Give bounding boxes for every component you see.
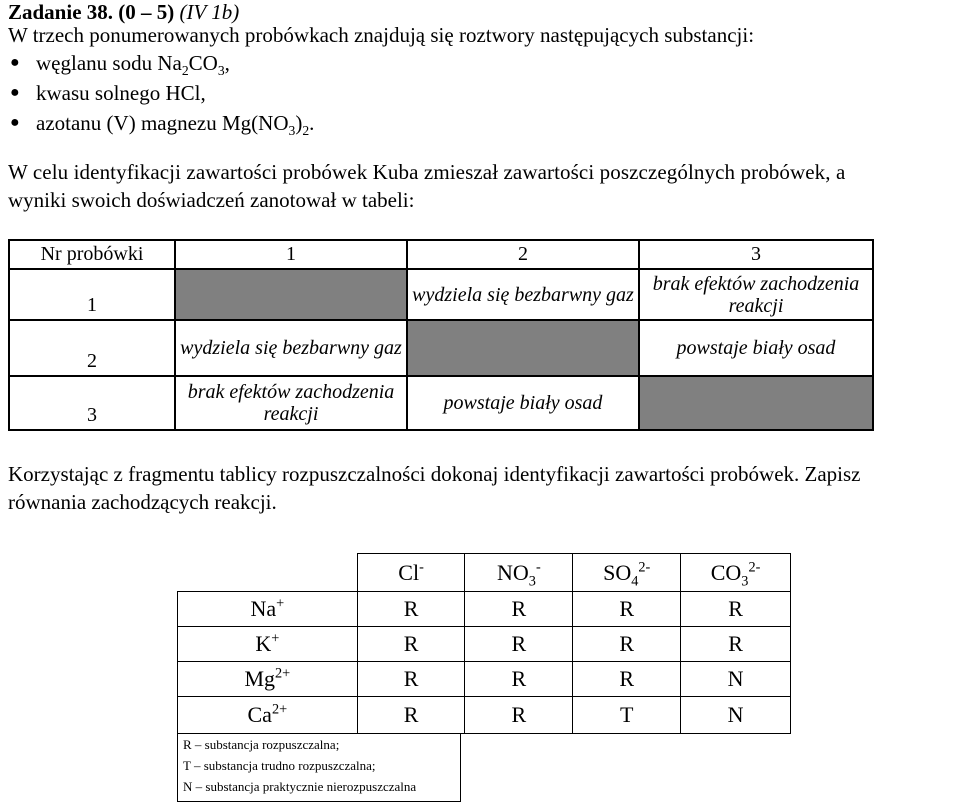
solubility-cell: R (357, 697, 465, 734)
solubility-cell: R (357, 627, 465, 662)
result-cell: wydziela się bezbarwny gaz (407, 269, 639, 320)
cation-header: Na+ (178, 592, 358, 627)
cation-header: K+ (178, 627, 358, 662)
experiment-table (8, 239, 874, 431)
solubility-cell: R (573, 662, 681, 697)
gray-cell (407, 320, 639, 376)
substance-item: ● azotanu (V) magnezu $Mg(NO_3)_2$. (10, 111, 315, 139)
task-title: Zadanie 38. (8, 0, 114, 24)
header-cell: 2 (407, 240, 639, 269)
paragraph-line: Korzystając z fragmentu tablicy rozpuszczalności dokonaj identyfikacji zawartości probówek. Zapisz (8, 462, 861, 486)
result-cell: powstaje biały osad (639, 320, 873, 376)
solubility-cell: R (681, 592, 791, 627)
solubility-table (177, 553, 791, 734)
bullet-icon: ● (10, 84, 20, 101)
anion-header: $NO_3^-$ (465, 554, 573, 592)
solubility-cell: R (465, 592, 573, 627)
row-label: 3 (9, 376, 175, 430)
legend-item: T – substancja trudno rozpuszczalna; (183, 758, 376, 773)
paragraph-line: W celu identyfikacji zawartości probówek Kuba zmieszał zawartości poszczególnych probówek, a (8, 160, 846, 184)
result-cell: powstaje biały osad (407, 376, 639, 430)
solubility-cell: R (573, 627, 681, 662)
cation-header: $Mg^{2+}$ (178, 662, 358, 697)
result-cell: brak efektów zachodzenia reakcji (639, 269, 873, 320)
legend-item: N – substancja praktycznie nierozpuszczalna (183, 779, 417, 794)
header-cell: 3 (639, 240, 873, 269)
result-cell: brak efektów zachodzenia reakcji (175, 376, 407, 430)
substance-item: ● węglanu sodu $Na_2CO_3$, (10, 51, 230, 79)
solubility-cell: N (681, 662, 791, 697)
task-intro: W trzech ponumerowanych probówkach znajdują się roztwory następujących substancji: (8, 23, 755, 47)
solubility-cell: R (465, 697, 573, 734)
gray-cell (175, 269, 407, 320)
bullet-icon: ● (10, 114, 20, 131)
row-label: 2 (9, 320, 175, 376)
cation-header: $Ca^{2+}$ (178, 697, 358, 734)
solubility-cell: R (465, 627, 573, 662)
task-points: (0 – 5) (118, 0, 175, 24)
row-label: 1 (9, 269, 175, 320)
substance-item: ● kwasu solnego HCl, (10, 81, 206, 105)
solubility-cell: R (465, 662, 573, 697)
solubility-cell: T (573, 697, 681, 734)
legend-item: R – substancja rozpuszczalna; (183, 737, 340, 752)
header-cell: 1 (175, 240, 407, 269)
gray-cell (639, 376, 873, 430)
anion-header: $CO_3^{2-}$ (681, 554, 791, 592)
solubility-cell: N (681, 697, 791, 734)
paragraph-line: równania zachodzących reakcji. (8, 490, 277, 514)
anion-header: $SO_4^{2-}$ (573, 554, 681, 592)
task-header (8, 0, 239, 24)
solubility-cell: R (357, 592, 465, 627)
corner-cell (178, 554, 358, 592)
task-code: (IV 1b) (179, 0, 240, 24)
solubility-cell: R (681, 627, 791, 662)
solubility-legend (177, 734, 461, 802)
paragraph-line: wyniki swoich doświadczeń zanotował w tabeli: (8, 188, 415, 212)
header-cell: Nr probówki (9, 240, 175, 269)
solubility-cell: R (573, 592, 681, 627)
solubility-cell: R (357, 662, 465, 697)
anion-header: Cl- (357, 554, 465, 592)
bullet-icon: ● (10, 54, 20, 71)
result-cell: wydziela się bezbarwny gaz (175, 320, 407, 376)
